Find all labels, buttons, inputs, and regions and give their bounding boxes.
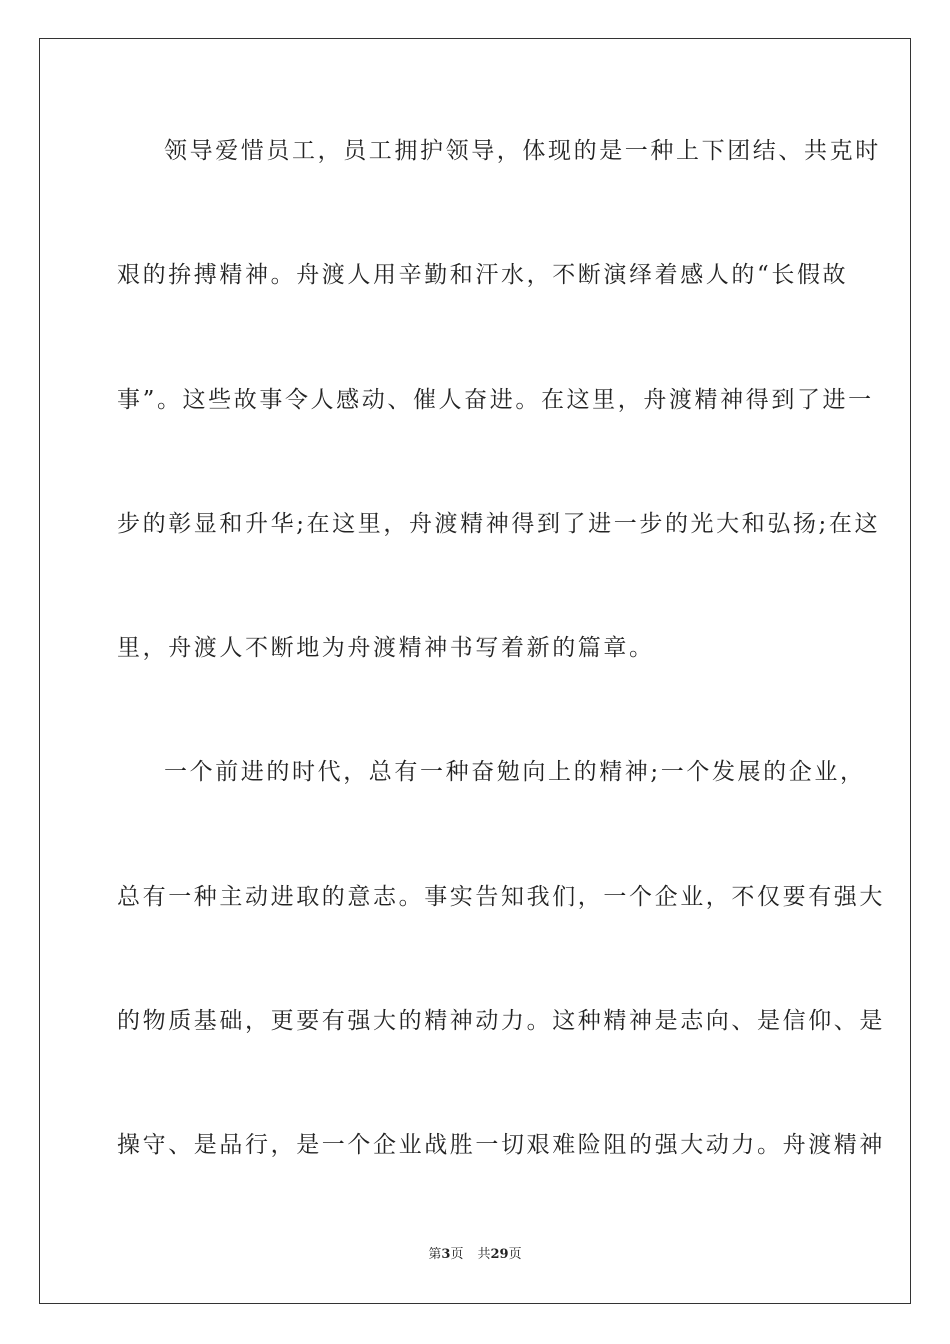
- page-number: 3: [441, 1247, 451, 1262]
- page-footer: [0, 1245, 950, 1265]
- page-prefix: 第: [428, 1247, 442, 1262]
- page-suffix: 页: [450, 1247, 464, 1262]
- paragraph-1-line-1: 领导爱惜员工，员工拥护领导，体现的是一种上下团结、共克时: [164, 138, 881, 164]
- paragraph-2-line-4: 操守、是品行，是一个企业战胜一切艰难险阻的强大动力。舟渡精神: [117, 1132, 885, 1158]
- page-border: [39, 38, 911, 1304]
- paragraph-2-line-2: 总有一种主动进取的意志。事实告知我们，一个企业，不仅要有强大: [117, 884, 885, 910]
- total-suffix: 页: [508, 1247, 522, 1262]
- total-pages: 29: [490, 1247, 509, 1262]
- paragraph-2-line-1: 一个前进的时代，总有一种奋勉向上的精神;一个发展的企业，: [164, 759, 866, 785]
- paragraph-1-line-2: 艰的拚搏精神。舟渡人用辛勤和汗水，不断演绎着感人的“长假故: [117, 262, 849, 288]
- paragraph-1-line-3: 事”。这些故事令人感动、催人奋进。在这里，舟渡精神得到了进一: [117, 387, 874, 413]
- total-prefix: 共: [477, 1247, 491, 1262]
- paragraph-2-line-3: 的物质基础，更要有强大的精神动力。这种精神是志向、是信仰、是: [117, 1008, 885, 1034]
- paragraph-1-line-4: 步的彰显和升华;在这里，舟渡精神得到了进一步的光大和弘扬;在这: [117, 511, 881, 537]
- paragraph-1-line-5: 里，舟渡人不断地为舟渡精神书写着新的篇章。: [117, 635, 655, 661]
